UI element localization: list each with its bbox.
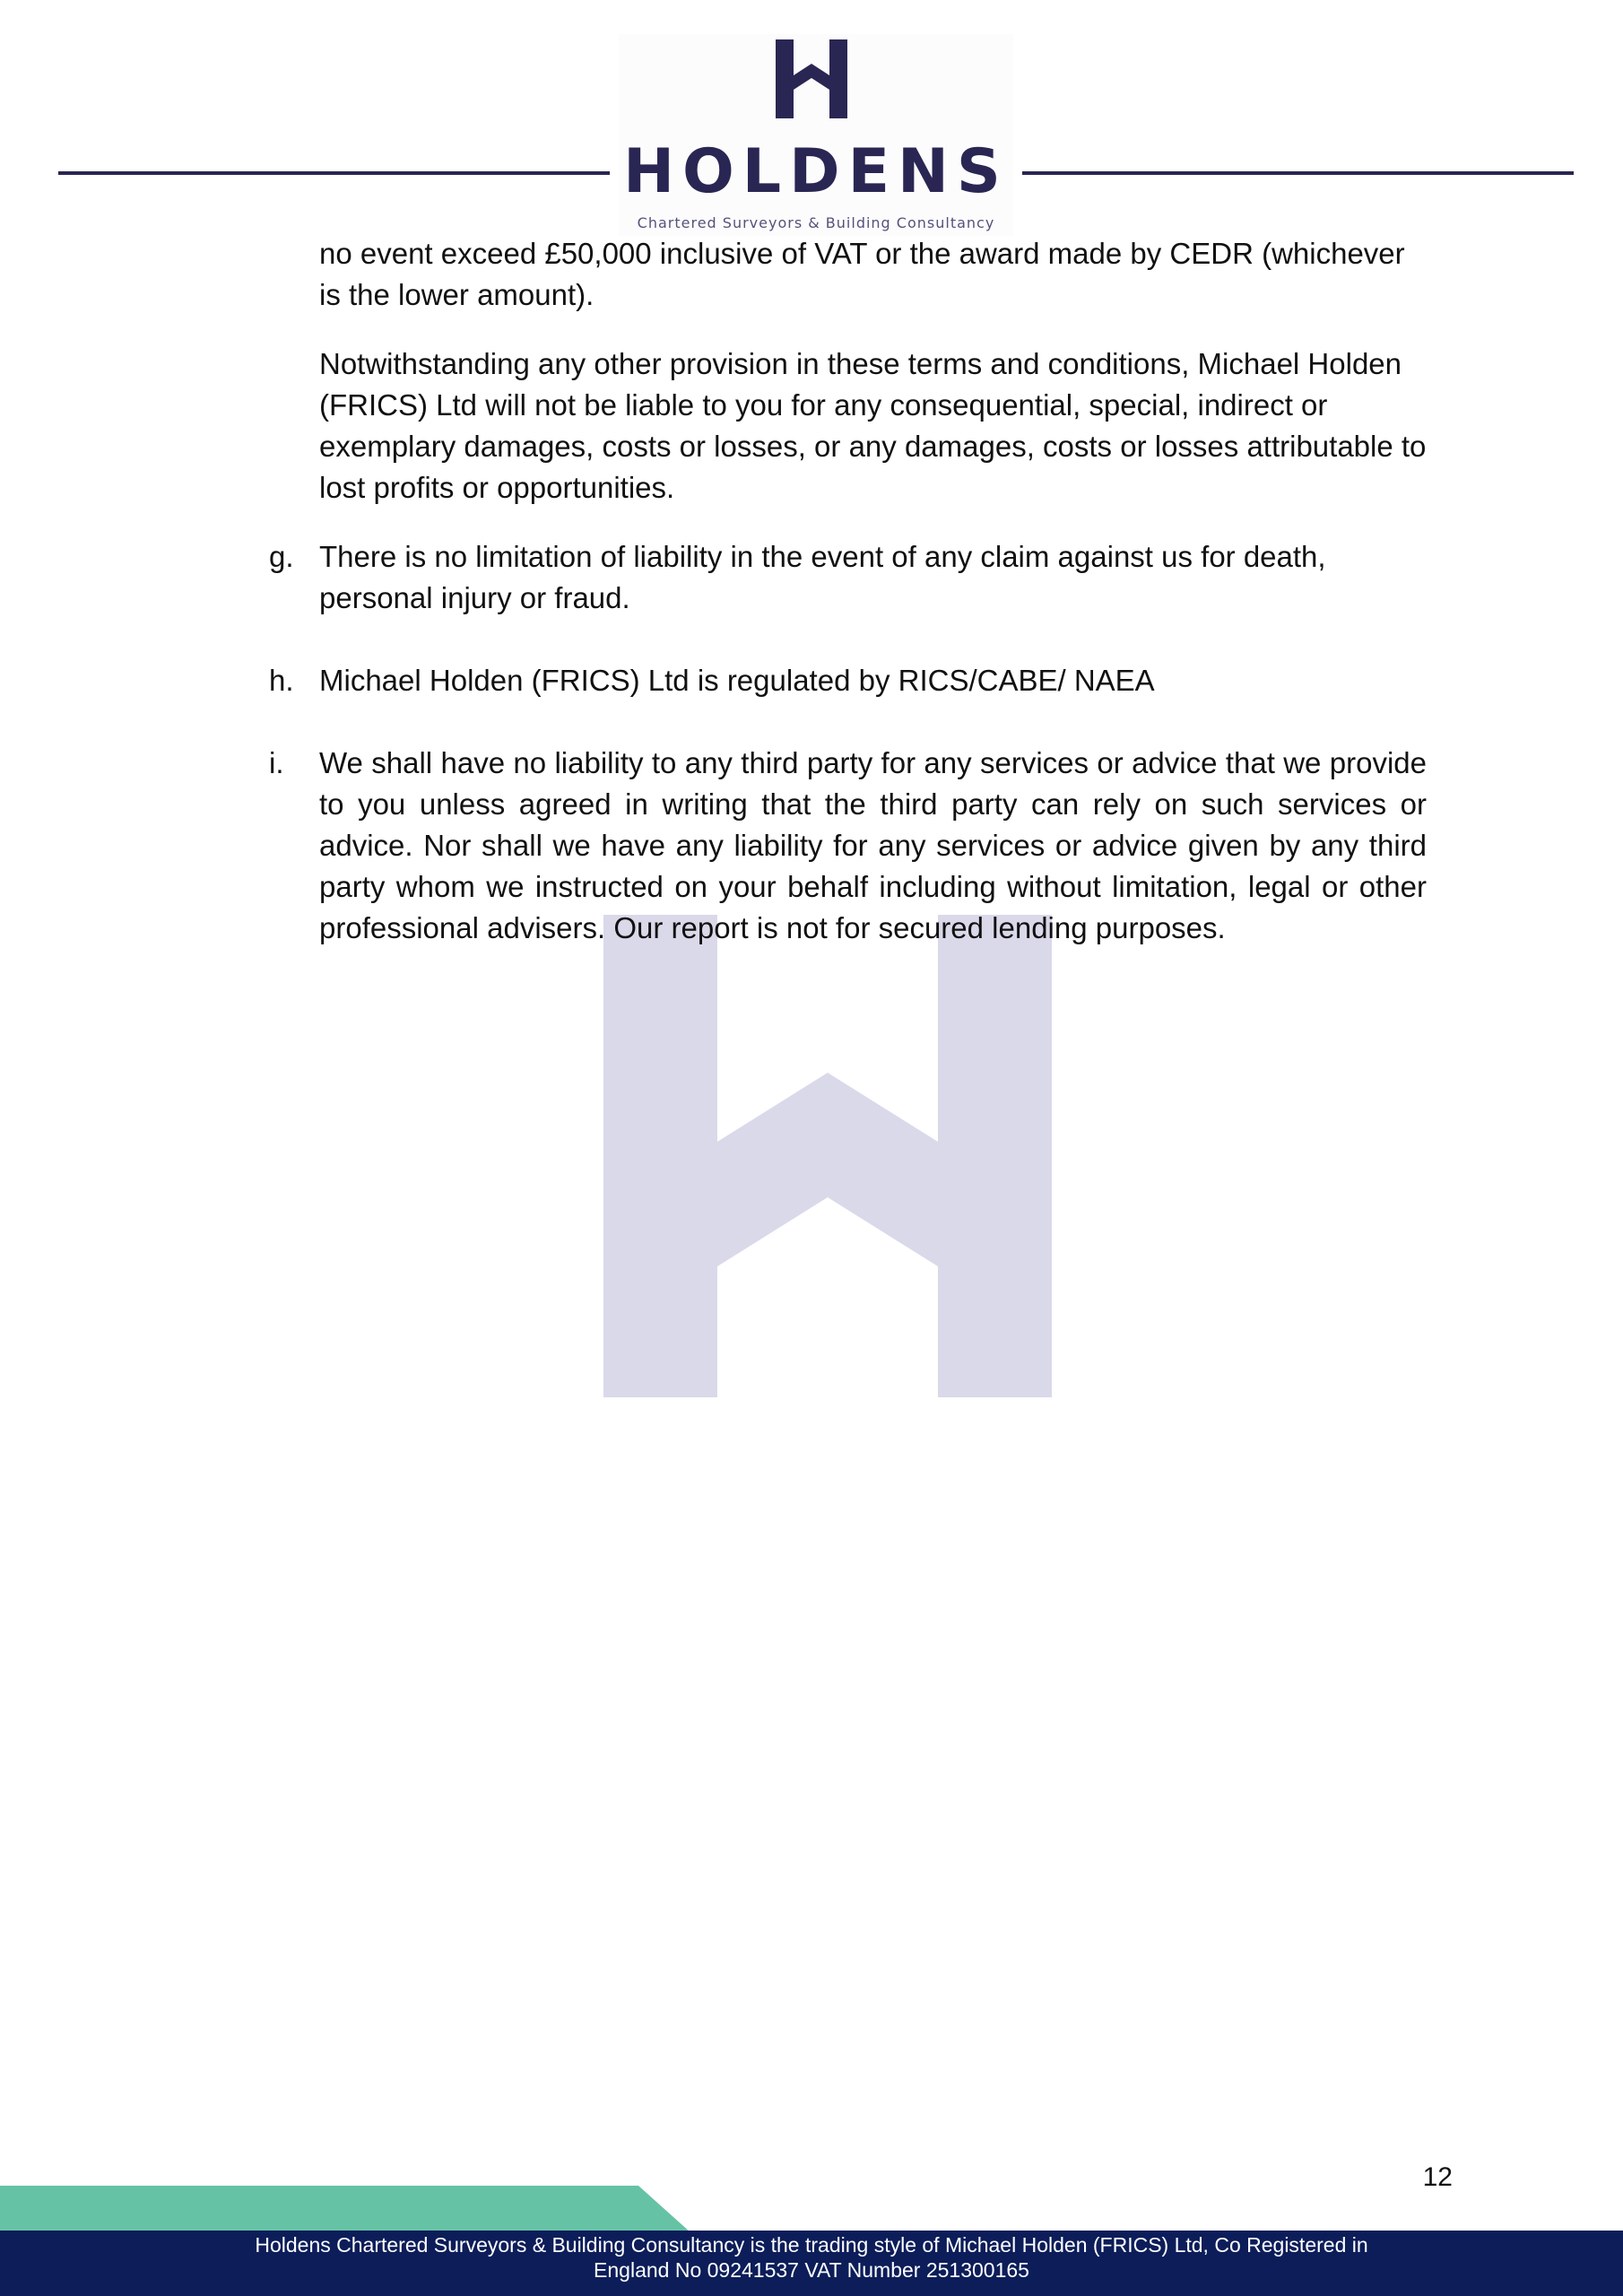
notwithstanding-paragraph: Notwithstanding any other provision in these terms and conditions, Michael Holden (FRICS) Ltd will not be liable to you for any consequential, special, indirect or exemplary damages, costs or losses, or any damages, costs or losses attributable to lost profits or opportunities. bbox=[319, 347, 1427, 504]
h-watermark-icon bbox=[603, 915, 1052, 1397]
list-marker-i: i. bbox=[269, 746, 284, 779]
h-logo-icon bbox=[776, 39, 847, 118]
list-item-g: There is no limitation of liability in the event of any claim against us for death, personal injury or fraud. bbox=[319, 540, 1326, 614]
logo-tagline: Chartered Surveyors & Building Consultancy bbox=[637, 214, 995, 231]
list-item-h: Michael Holden (FRICS) Ltd is regulated by RICS/CABE/ NAEA bbox=[319, 664, 1155, 697]
footer-line-2: England No 09241537 VAT Number 251300165 bbox=[594, 2258, 1029, 2282]
list-marker-g: g. bbox=[269, 540, 294, 573]
footer-bar bbox=[0, 2231, 1623, 2296]
continuation-paragraph: no event exceed £50,000 inclusive of VAT or the award made by CEDR (whichever is the lower amount). bbox=[319, 237, 1405, 311]
footer-line-1: Holdens Chartered Surveyors & Building Consultancy is the trading style of Michael Holden (FRICS) Ltd, Co Registered in bbox=[255, 2233, 1368, 2257]
header-rule-left bbox=[58, 171, 610, 175]
page-header bbox=[0, 0, 1623, 242]
holdens-logo bbox=[619, 34, 1013, 236]
footer-accent-band bbox=[0, 2186, 690, 2232]
list-marker-h: h. bbox=[269, 664, 294, 697]
header-rule-right bbox=[1022, 171, 1574, 175]
list-item-i: We shall have no liability to any third party for any services or advice that we provide to you unless agreed in writing that the third party can rely on such services or advice. Nor shall we have any liability for any services or advice given by any third party whom we instructed on your behalf including without limitation, legal or other professional advisers. Our report is not for secured lending purposes. bbox=[319, 746, 1427, 944]
page-number: 12 bbox=[1422, 2162, 1453, 2192]
logo-wordmark: HOLDENS bbox=[623, 136, 1009, 207]
